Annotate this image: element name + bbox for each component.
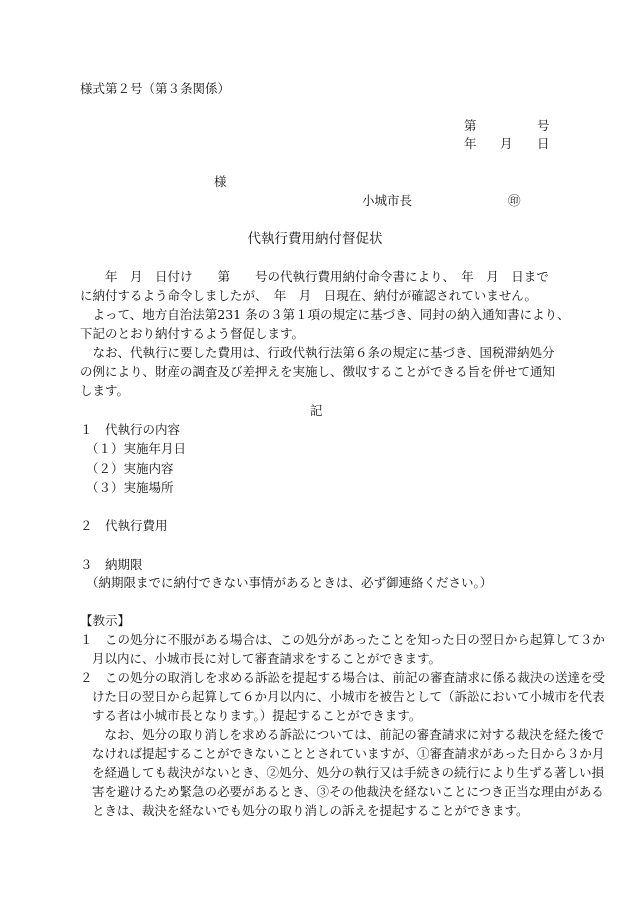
body-p3-line3: します。 [80, 383, 130, 398]
instruction-2-line2: けた日の翌日から起算して６か月以内に、小城市を被告として（訴訟において小城市を代表 [92, 689, 605, 704]
instruction-1-line1: １ この処分に不服がある場合は、この処分があったことを知った日の翌日から起算して３か [80, 632, 605, 647]
body-p3-line2: の例により、財産の調査及び差押えを実施し、徴収することができる旨を併せて通知 [80, 364, 556, 379]
ki-marker: 記 [310, 403, 323, 418]
instruction-3-line5: ときは、裁決を経ないでも処分の取り消しの訴えを提起することができます。 [92, 803, 529, 818]
date-day: 日 [537, 136, 550, 151]
item-2: ２ 代執行費用 [80, 518, 168, 533]
number-suffix: 号 [537, 118, 550, 133]
instruction-3-line4: 害を避けるため緊急の必要があるとき、③その他裁決を経ないことにつき正当な理由がある [92, 784, 604, 799]
instruction-3-line3: を経過しても裁決がないとき、②処分、処分の執行又は手続きの続行により生ずる著しい損 [92, 765, 605, 780]
body-p2-line2: 下記のとおり納付するよう督促します。 [80, 326, 305, 341]
instruction-3-line2: なければ提起することができないこととされていますが、①審査請求があった日から３か月 [92, 746, 605, 761]
item-3-note: （納期限までに納付できない事情があるときは、必ず御連絡ください。） [86, 575, 493, 590]
body-p1-line1: 年 月 日付け 第 号の代執行費用納付命令書により、 年 月 日まで [105, 269, 549, 284]
item-1-sub-1: （１）実施年月日 [86, 441, 187, 456]
issuer-name: 小城市長 [362, 193, 413, 208]
instruction-3-line1: なお、処分の取り消しを求める訴訟については、前記の審査請求に対する裁決を経た後で [92, 727, 605, 742]
body-p1-line2: に納付するよう命令しましたが、 年 月 日現在、納付が確認されていません。 [80, 288, 538, 303]
number-prefix: 第 [464, 118, 477, 133]
instruction-2-line3: する者は小城市長となります。）提起することができます。 [92, 708, 422, 723]
body-p3-line1: なお、代執行に要した費用は、行政代執行法第６条の規定に基づき、国税滞納処分 [80, 345, 555, 360]
addressee-honorific: 様 [214, 174, 227, 189]
seal-mark: ㊞ [508, 193, 521, 208]
date-month: 月 [500, 136, 513, 151]
body-p2-line1: よって、地方自治法第231 条の３第１項の規定に基づき、同封の納入通知書により、 [80, 307, 570, 322]
item-1-sub-3: （３）実施場所 [86, 480, 174, 495]
instruction-2-line1: ２ この処分の取消しを求める訴訟を提起する場合は、前記の審査請求に係る裁決の送達を受 [80, 670, 606, 685]
item-3: ３ 納期限 [80, 557, 143, 572]
instruction-1-line2: 月以内に、小城市長に対して審査請求をすることができます。 [92, 651, 442, 666]
form-label: 様式第２号（第３条関係） [80, 81, 231, 96]
instruction-heading: 【教示】 [80, 613, 131, 628]
item-1: １ 代執行の内容 [80, 422, 181, 437]
document-title: 代執行費用納付督促状 [247, 231, 383, 247]
item-1-sub-2: （２）実施内容 [86, 461, 174, 476]
date-year: 年 [464, 136, 477, 151]
